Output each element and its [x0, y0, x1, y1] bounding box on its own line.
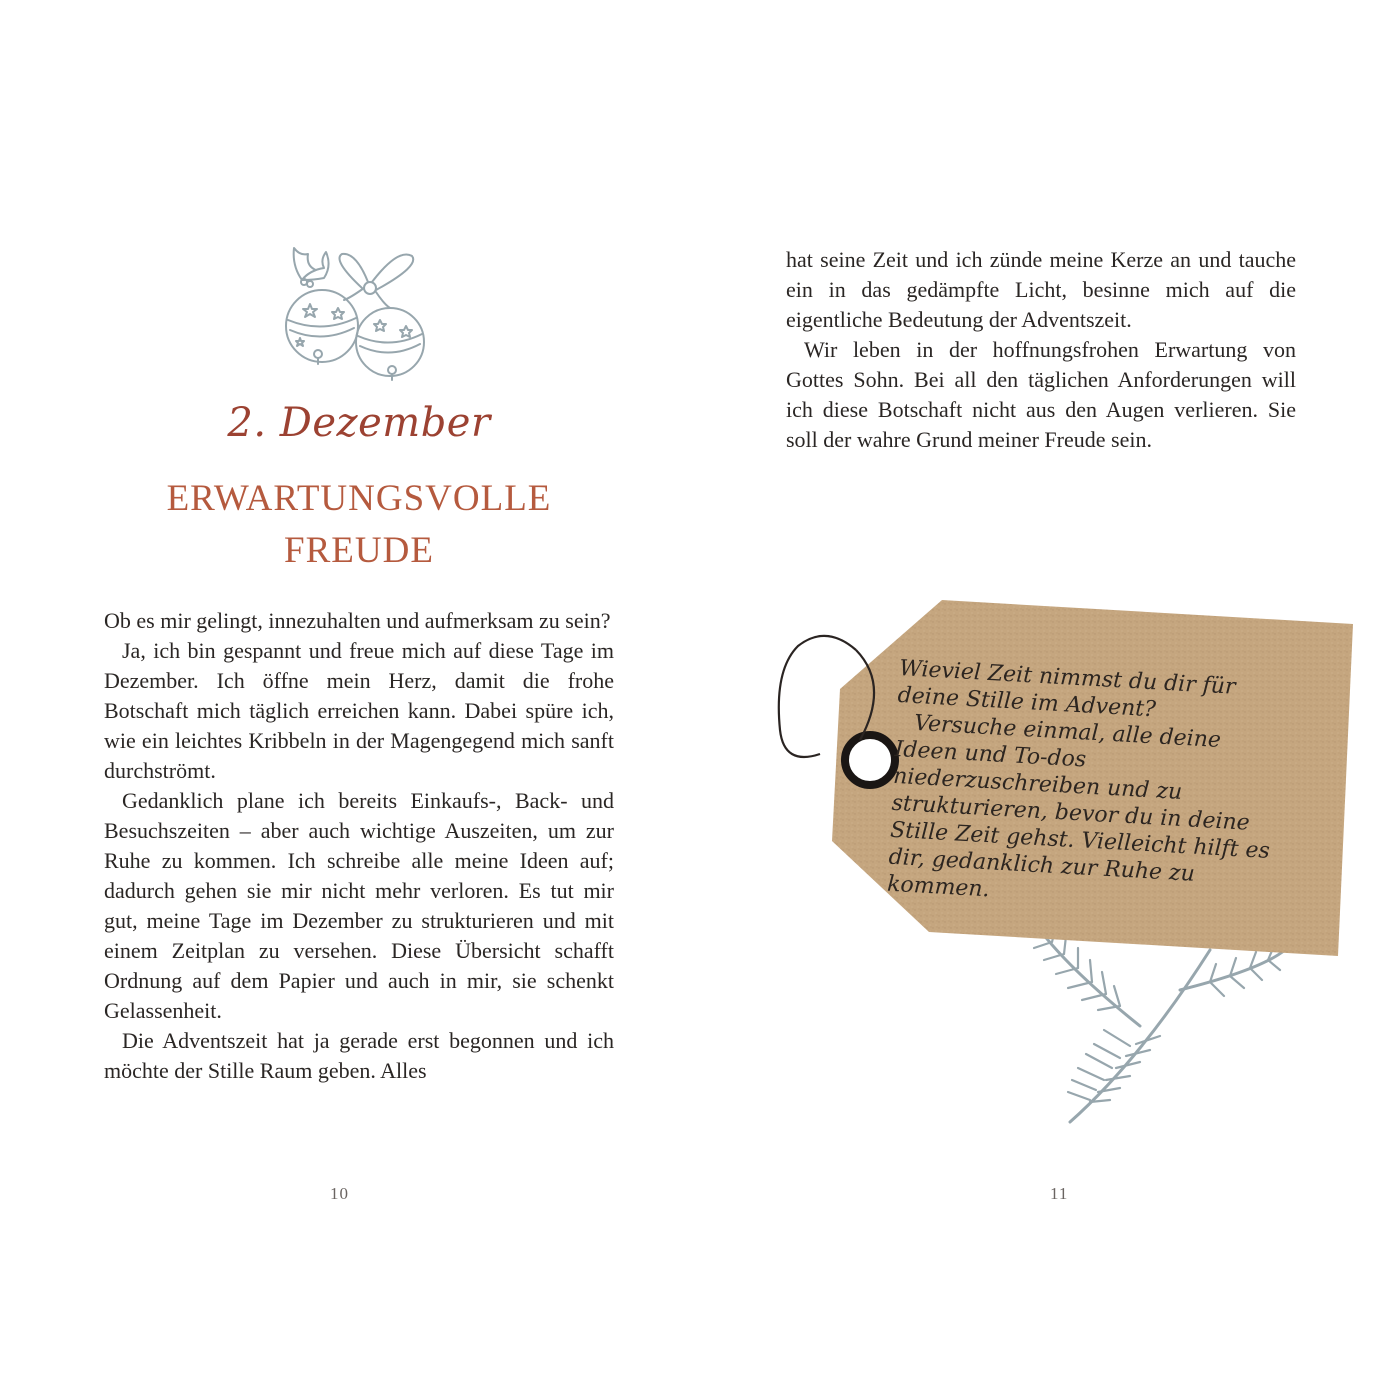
page-number-right: 11	[1050, 1184, 1069, 1203]
jingle-bells-with-holly-icon	[280, 238, 440, 383]
tag-eyelet	[845, 735, 895, 785]
paragraph: Gedanklich plane ich bereits Einkaufs-, Back- und Besuchszeiten – aber auch wichtige Auszeiten, um zur Ruhe zu kommen. Ich schreibe alle meine Ideen auf; dadurch gehen sie mir nicht mehr verloren. Es tut mir gut, meine Tage im Dezember zu strukturieren und mit einem Zeitplan zu versehen. Diese Übersicht schafft Ordnung auf dem Papier und auch in mir, sie schenkt Gelassenheit.	[104, 788, 614, 1023]
tag-text	[886, 655, 1294, 920]
left-body-text	[104, 606, 614, 1086]
chapter-title-line-2: FREUDE	[284, 530, 434, 571]
right-page	[700, 0, 1400, 1400]
paragraph: Ja, ich bin gespannt und freue mich auf diese Tage im Dezember. Ich öffne mein Herz, damit die frohe Botschaft mich täglich erreichen kann. Dabei spüre ich, wie ein leichtes Kribbeln in der Magengegend mich sanft durchströmt.	[104, 638, 614, 783]
tag-question: Wieviel Zeit nimmst du dir für deine Stille im Advent?	[897, 655, 1237, 723]
fir-branch-icon	[1034, 926, 1285, 1122]
chapter-title	[104, 473, 614, 577]
page-number-left: 10	[330, 1184, 349, 1203]
paragraph: hat seine Zeit und ich zünde meine Kerze an und tauche ein in das gedämpfte Licht, besinne mich auf die eigentliche Bedeutung der Adventszeit.	[786, 247, 1296, 332]
paragraph: Die Adventszeit hat ja gerade erst begonnen und ich möchte der Stille Raum geben. Alles	[104, 1028, 614, 1083]
chapter-title-line-1: ERWARTUNGSVOLLE	[166, 478, 552, 519]
date-heading: 2. Dezember	[227, 400, 491, 446]
tag-suggestion: Versuche einmal, alle deine Ideen und To-dos niederzuschreiben und zu strukturieren, bevor du in deine Stille Zeit gehst. Vielleicht hilft es dir, gedanklich zur Ruhe zu kommen.	[886, 710, 1271, 903]
paragraph: Wir leben in der hoffnungsfrohen Erwartung von Gottes Sohn. Bei all den täglichen Anforderungen will ich diese Botschaft nicht aus den Augen verlieren. Sie soll der wahre Grund meiner Freude sein.	[786, 337, 1296, 452]
paragraph: Ob es mir gelingt, innezuhalten und aufmerksam zu sein?	[104, 608, 611, 633]
right-body-text	[786, 245, 1296, 455]
